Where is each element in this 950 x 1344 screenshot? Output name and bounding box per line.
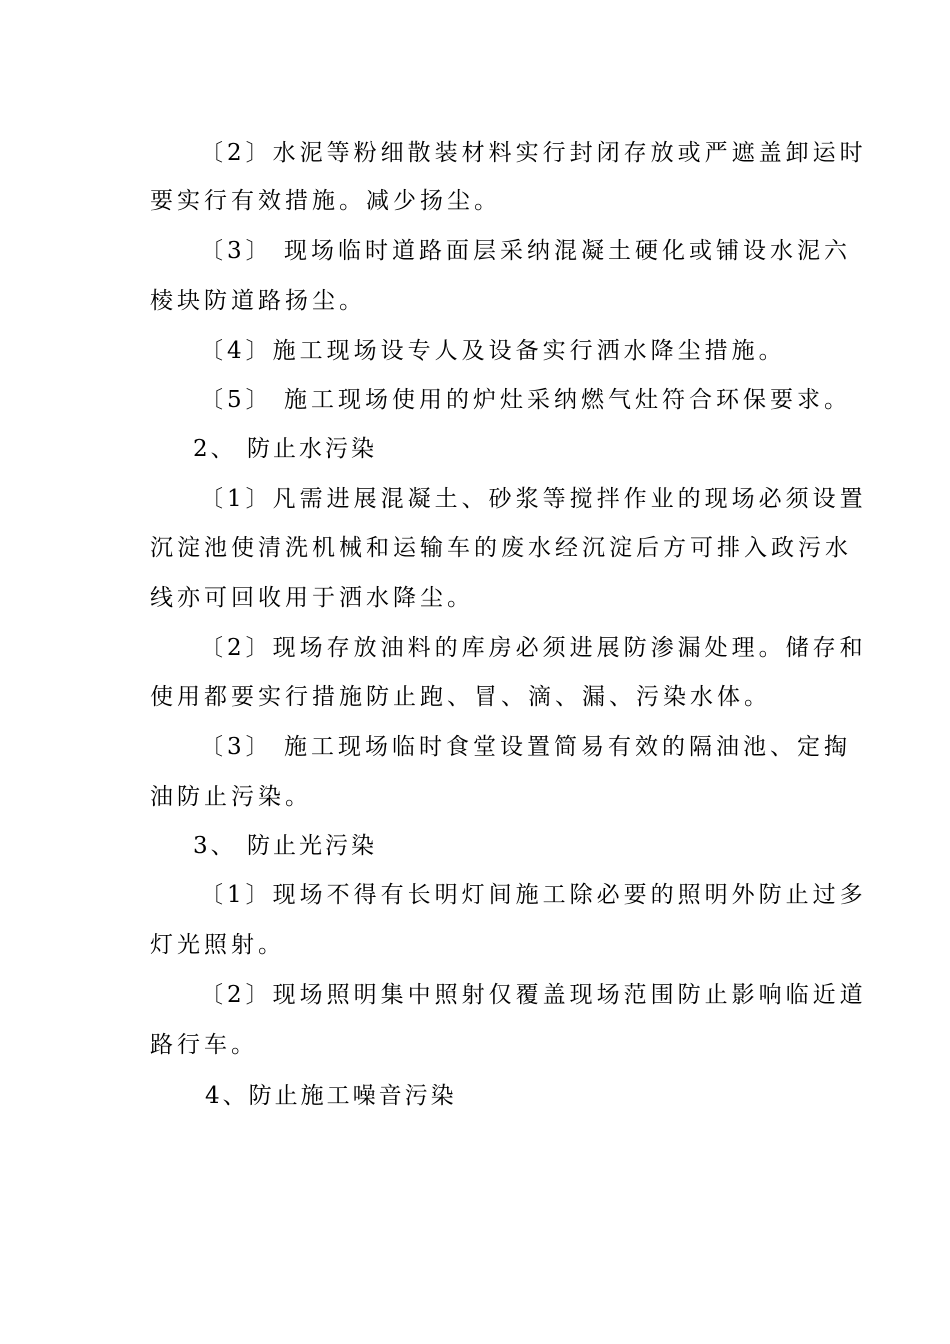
paragraph-line: 〔4〕施工现场设专人及设备实行洒水降尘措施。 [200, 338, 786, 364]
paragraph-line: 〔3〕 施工现场临时食堂设置简易有效的隔油池、定掏 [200, 734, 851, 760]
section-heading: 4、防止施工噪音污染 [205, 1083, 457, 1109]
paragraph-line: 油防止污染。 [150, 784, 312, 810]
section-heading: 2、 防止水污染 [193, 436, 377, 462]
paragraph-line: 〔2〕现场照明集中照射仅覆盖现场范围防止影响临近道 [200, 982, 867, 1008]
paragraph-line: 路行车。 [150, 1032, 258, 1058]
paragraph-line: 要实行有效措施。减少扬尘。 [150, 188, 501, 214]
paragraph-line: 使用都要实行措施防止跑、冒、滴、漏、污染水体。 [150, 684, 771, 710]
paragraph-line: 〔5〕 施工现场使用的炉灶采纳燃气灶符合环保要求。 [200, 387, 851, 413]
paragraph-line: 〔3〕 现场临时道路面层采纳混凝土硬化或铺设水泥六 [200, 238, 851, 264]
paragraph-line: 沉淀池使清洗机械和运输车的废水经沉淀后方可排入政污水 [150, 535, 852, 561]
paragraph-line: 线亦可回收用于洒水降尘。 [150, 585, 474, 611]
paragraph-line: 〔1〕凡需进展混凝土、砂浆等搅拌作业的现场必须设置 [200, 486, 867, 512]
section-heading: 3、 防止光污染 [193, 833, 377, 859]
paragraph-line: 〔2〕水泥等粉细散装材料实行封闭存放或严遮盖卸运时 [200, 140, 867, 166]
paragraph-line: 棱块防道路扬尘。 [150, 288, 366, 314]
paragraph-line: 〔2〕现场存放油料的库房必须进展防渗漏处理。储存和 [200, 635, 867, 661]
paragraph-line: 灯光照射。 [150, 932, 285, 958]
paragraph-line: 〔1〕现场不得有长明灯间施工除必要的照明外防止过多 [200, 882, 867, 908]
